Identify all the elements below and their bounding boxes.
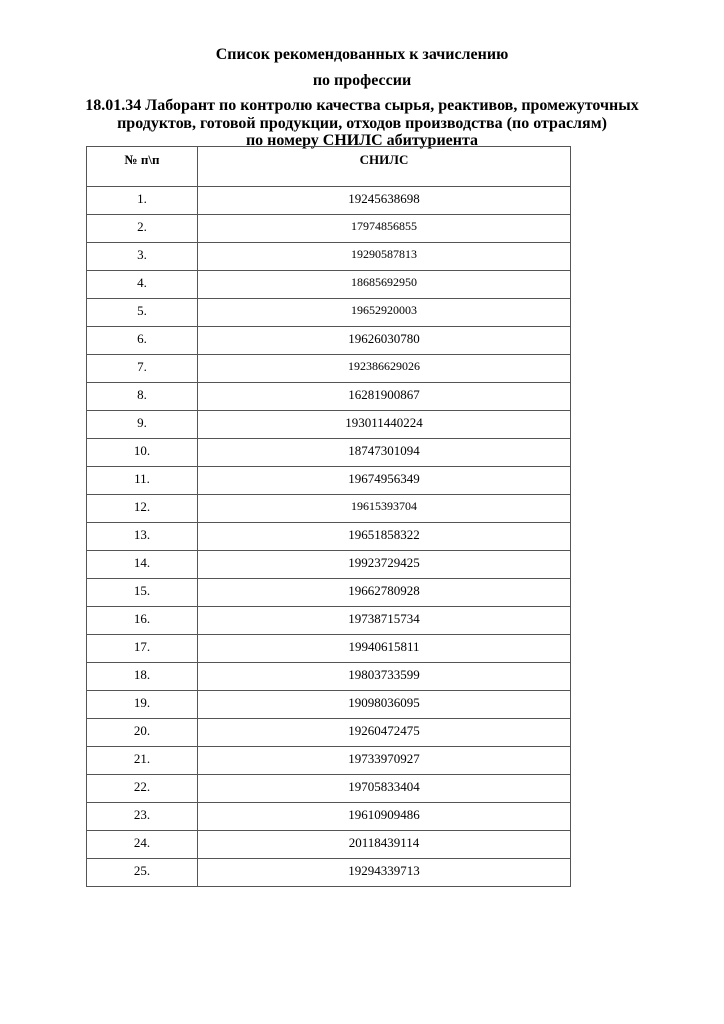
snils-value: 18685692950 — [198, 271, 571, 299]
row-number: 10. — [87, 439, 198, 467]
row-number: 4. — [87, 271, 198, 299]
row-number: 15. — [87, 579, 198, 607]
row-number: 3. — [87, 243, 198, 271]
table-row — [87, 271, 571, 299]
snils-value: 19626030780 — [198, 327, 571, 355]
row-number: 16. — [87, 607, 198, 635]
row-number: 13. — [87, 523, 198, 551]
table-row — [87, 747, 571, 775]
table-row — [87, 467, 571, 495]
row-number: 5. — [87, 299, 198, 327]
table-row — [87, 187, 571, 215]
table-row — [87, 803, 571, 831]
snils-value: 18747301094 — [198, 439, 571, 467]
snils-value: 19662780928 — [198, 579, 571, 607]
table-row — [87, 607, 571, 635]
snils-value: 192386629026 — [198, 355, 571, 383]
table-row — [87, 411, 571, 439]
table-row — [87, 663, 571, 691]
row-number: 1. — [87, 187, 198, 215]
row-number: 24. — [87, 831, 198, 859]
table-row — [87, 355, 571, 383]
table-row — [87, 299, 571, 327]
snils-value: 19652920003 — [198, 299, 571, 327]
snils-value: 17974856855 — [198, 215, 571, 243]
row-number: 17. — [87, 635, 198, 663]
row-number: 21. — [87, 747, 198, 775]
row-number: 25. — [87, 859, 198, 887]
row-number: 20. — [87, 719, 198, 747]
table-row — [87, 719, 571, 747]
snils-value: 19923729425 — [198, 551, 571, 579]
row-number: 6. — [87, 327, 198, 355]
row-number: 2. — [87, 215, 198, 243]
table-row — [87, 243, 571, 271]
profession-name-line2: продуктов, готовой продукции, отходов производства (по отраслям) — [117, 115, 607, 132]
document-subtitle: по номеру СНИЛС абитуриента — [245, 132, 479, 149]
table-row — [87, 327, 571, 355]
table-row — [87, 831, 571, 859]
snils-value: 19245638698 — [198, 187, 571, 215]
table-row — [87, 215, 571, 243]
enrollment-table — [86, 146, 571, 887]
row-number: 11. — [87, 467, 198, 495]
snils-value: 19803733599 — [198, 663, 571, 691]
document-title-line2: по профессии — [312, 72, 412, 89]
row-number: 22. — [87, 775, 198, 803]
snils-value: 19290587813 — [198, 243, 571, 271]
table-header-row — [87, 147, 571, 187]
snils-value: 19733970927 — [198, 747, 571, 775]
snils-value: 16281900867 — [198, 383, 571, 411]
snils-value: 193011440224 — [198, 411, 571, 439]
row-number: 14. — [87, 551, 198, 579]
table-row — [87, 495, 571, 523]
row-number: 18. — [87, 663, 198, 691]
row-number: 8. — [87, 383, 198, 411]
table-row — [87, 691, 571, 719]
profession-name: 18.01.34 Лаборант по контролю качества сырья, реактивов, промежуточных — [85, 97, 639, 114]
column-header-snils: СНИЛС — [198, 147, 571, 187]
snils-value: 19705833404 — [198, 775, 571, 803]
row-number: 23. — [87, 803, 198, 831]
row-number: 12. — [87, 495, 198, 523]
table-row — [87, 523, 571, 551]
table-row — [87, 775, 571, 803]
table-row — [87, 551, 571, 579]
document-title: Список рекомендованных к зачислению — [215, 46, 509, 63]
snils-value: 19098036095 — [198, 691, 571, 719]
row-number: 7. — [87, 355, 198, 383]
table-row — [87, 579, 571, 607]
snils-value: 19940615811 — [198, 635, 571, 663]
table-row — [87, 635, 571, 663]
snils-value: 20118439114 — [198, 831, 571, 859]
document-header — [0, 44, 724, 149]
table-row — [87, 439, 571, 467]
snils-value: 19294339713 — [198, 859, 571, 887]
table-body — [87, 187, 571, 887]
snils-value: 19610909486 — [198, 803, 571, 831]
snils-value: 19260472475 — [198, 719, 571, 747]
table-row — [87, 383, 571, 411]
snils-value: 19651858322 — [198, 523, 571, 551]
row-number: 19. — [87, 691, 198, 719]
row-number: 9. — [87, 411, 198, 439]
snils-value: 19738715734 — [198, 607, 571, 635]
snils-value: 19674956349 — [198, 467, 571, 495]
column-header-number: № п\п — [87, 147, 198, 187]
snils-value: 19615393704 — [198, 495, 571, 523]
table-row — [87, 859, 571, 887]
